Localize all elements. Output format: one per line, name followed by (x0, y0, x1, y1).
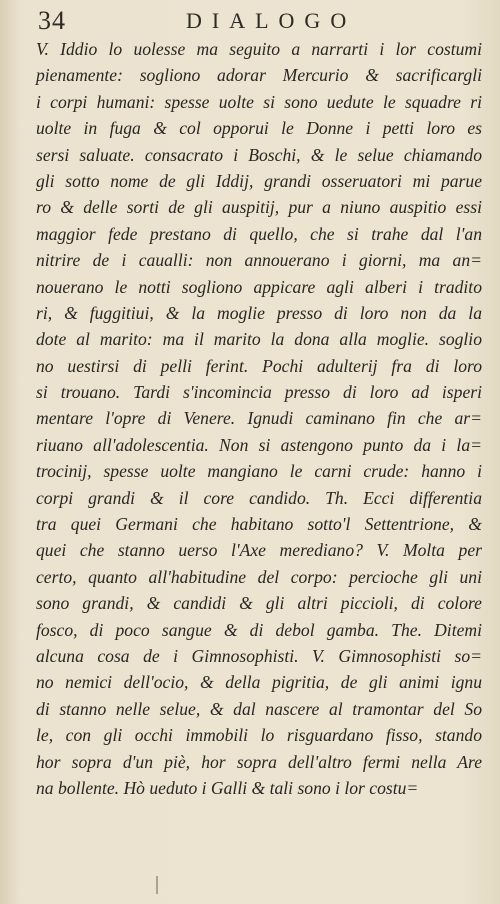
text-line: no uestirsi di pelli ferint. Pochi adulterij fra di loro (36, 355, 482, 376)
text-line: sersi saluate. consacrato i Boschi, & le selue chiamando (36, 144, 482, 165)
text-line: di stanno nelle selue, & dal nascere al tramontar del So (36, 698, 482, 719)
text-line: V. Iddio lo uolesse ma seguito a narrarti i lor costumi (36, 39, 482, 59)
text-line: ri, & fuggitiui, & la moglie presso di loro non da la (36, 302, 482, 323)
text-line: na bollente. Hò ueduto i Galli & tali sono i lor costu= (36, 777, 419, 798)
text-line: certo, quanto all'habitudine del corpo: percioche gli uni (36, 566, 482, 587)
text-line: ro & delle sorti de gli auspitij, pur a niuno auspitio essi (36, 197, 482, 218)
text-line: i corpi humani: spesse uolte si sono uedute le squadre ri (36, 91, 482, 112)
text-line: le, con gli occhi immobili lo risguardano fisso, stando (36, 725, 482, 746)
text-line: nitrire de i caualli: non annouerano i giorni, ma an= (36, 250, 482, 271)
text-line: alcuna cosa de i Gimnosophisti. V. Gimnosophisti so= (36, 645, 482, 666)
text-line: riuano all'adolescentia. Non si astengono punto da i la= (36, 434, 482, 455)
text-line: corpi grandi & il core candido. Th. Ecci differentia (36, 487, 482, 508)
text-line: gli sotto nome de gli Iddij, grandi osseruatori mi parue (36, 170, 482, 191)
text-line: uolte in fuga & col opporui le Donne i petti loro es (36, 118, 482, 139)
text-line: trocinij, spesse uolte mangiano le carni crude: hanno i (36, 461, 482, 482)
text-line: nouerano le notti sogliono appicare agli alberi i tradito (36, 276, 482, 297)
page-header (0, 0, 500, 36)
text-line: si trouano. Tardi s'incomincia presso di loro ad isperi (36, 382, 482, 403)
text-line: quei che stanno uerso l'Axe merediano? V. Molta per (36, 540, 482, 561)
text-line: mentare l'opre di Venere. Ignudi caminano fin che ar= (36, 408, 482, 429)
body-text (36, 36, 482, 801)
text-line: fosco, di poco sangue & di debol gamba. The. Ditemi (36, 619, 482, 640)
printer-mark (156, 876, 158, 894)
text-line: sono grandi, & candidi & gli altri piccioli, di colore (36, 593, 482, 614)
text-line: hor sopra d'un piè, hor sopra dell'altro fermi nella Are (36, 751, 482, 772)
text-line: dote al marito: ma il marito la dona alla moglie. soglio (36, 329, 482, 350)
page-number: 34 (38, 6, 66, 35)
running-head: DIALOGO (186, 8, 357, 33)
text-line: maggior fede prestano di quello, che si trahe dal l'an (36, 223, 482, 244)
text-line: no nemici dell'ocio, & della pigritia, de gli animi ignu (36, 672, 482, 693)
text-line: pienamente: sogliono adorar Mercurio & sacrificargli (36, 65, 482, 86)
text-line: tra quei Germani che habitano sotto'l Settentrione, & (36, 514, 482, 535)
